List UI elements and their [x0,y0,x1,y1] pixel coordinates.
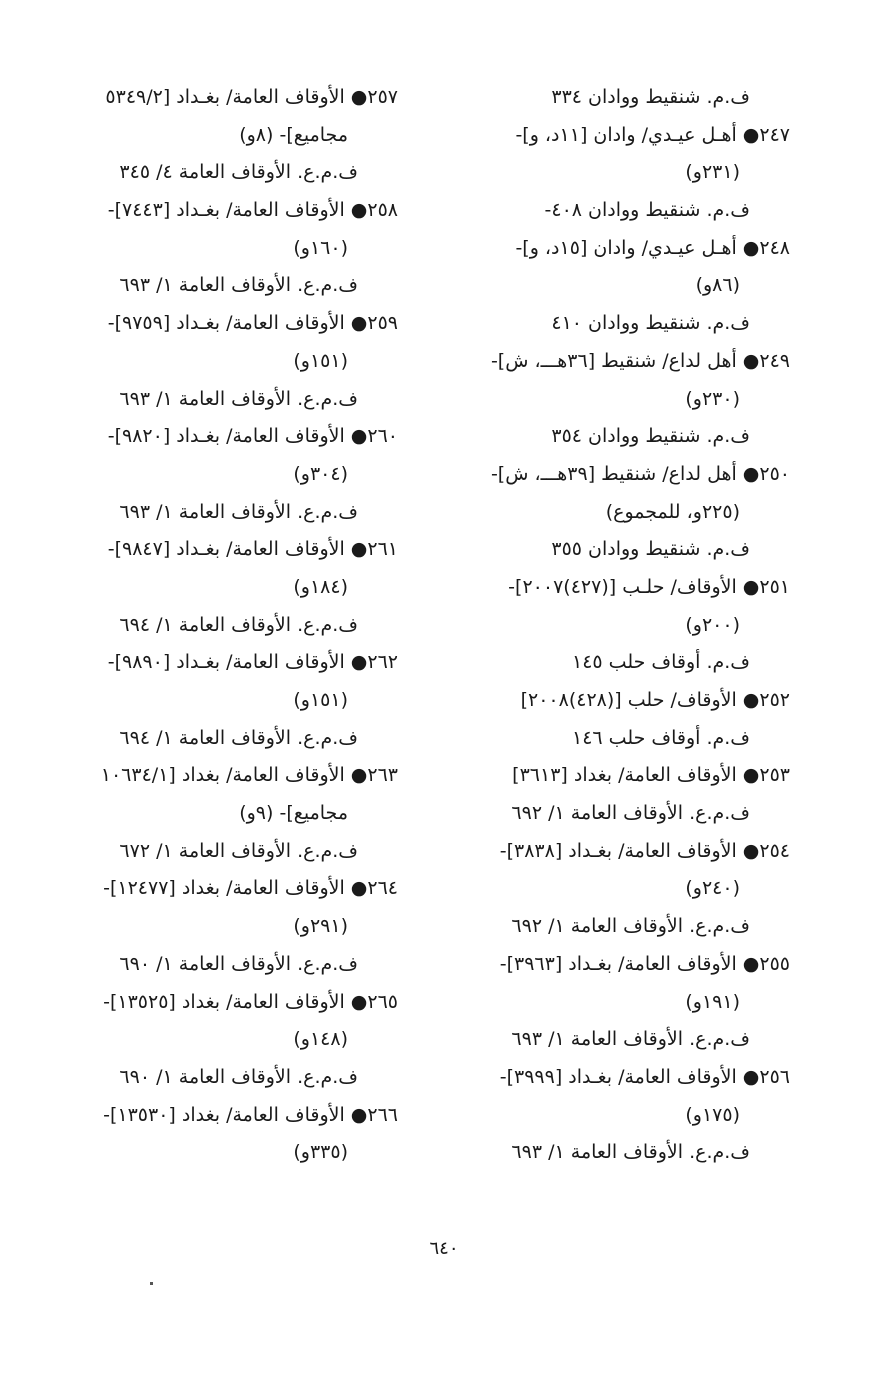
source-reference: ف.م.ع. الأوقاف العامة ١/ ٦٩٢ [511,802,750,825]
entry-heading: ٢٥٢● الأوقاف/ حلب [(٤٢٨)٢٠٠٨] [520,689,790,711]
entry-heading: ٢٥٥● الأوقاف العامة/ بغـداد [٣٩٦٣]- [499,952,790,975]
entry-heading: ٢٥٨● الأوقاف العامة/ بغـداد [٧٤٤٣]- [107,199,398,222]
source-reference: ف.م.ع. الأوقاف العامة ١/ ٦٩٢ [511,915,750,938]
entry-continuation: مجاميع]- (٩و) [239,802,348,825]
entry-heading: ٢٦٦● الأوقاف العامة/ بغداد [١٣٥٣٠]- [103,1103,398,1126]
source-reference: ف.م.ع. الأوقاف العامة ١/ ٦٩٤ [119,726,358,749]
source-reference: ف.م. أوقاف حلب ١٤٥ [572,651,750,674]
source-reference: ف.م. أوقاف حلب ١٤٦ [572,726,750,749]
entry-continuation: (١٧٥و) [685,1103,740,1126]
entry-heading: ٢٤٩● أهل لداع/ شنقيط [٣٦هـــ، ش]- [490,349,790,372]
entry-continuation: (١٦٠و) [293,236,348,259]
entry-continuation: (٣٠٤و) [293,462,348,485]
entry-continuation: (٢٢٥و، للمجموع) [605,500,740,523]
entry-continuation: (١٤٨و) [293,1028,348,1051]
entry-continuation: (٨٦و) [695,274,740,297]
entry-continuation: (٣٣٥و) [293,1141,348,1164]
source-reference: ف.م. شنقيط ووادان ٤٠٨- [544,199,750,222]
entry-heading: ٢٥٣● الأوقاف العامة/ بغداد [٣٦١٣] [512,764,790,787]
source-reference: ف.م.ع. الأوقاف العامة ١/ ٦٩٣ [511,1141,750,1164]
entry-heading: ٢٥٦● الأوقاف العامة/ بغـداد [٣٩٩٩]- [499,1065,790,1088]
entry-heading: ٢٥٧● الأوقاف العامة/ بغـداد [٥٣٤٩/٢ [105,86,398,108]
entry-heading: ٢٦٢● الأوقاف العامة/ بغـداد [٩٨٩٠]- [107,651,398,674]
entry-heading: ٢٥٠● أهل لداع/ شنقيط [٣٩هـــ، ش]- [490,462,790,485]
page-number: ٦٤٠ [429,1238,459,1259]
entry-heading: ٢٦٣● الأوقاف العامة/ بغداد [١٠٦٣٤/١ [100,764,398,787]
entry-heading: ٢٦٤● الأوقاف العامة/ بغداد [١٢٤٧٧]- [103,877,398,900]
entry-continuation: (١٩١و) [685,990,740,1013]
source-reference: ف.م.ع. الأوقاف العامة ١/ ٦٩٣ [511,1028,750,1051]
source-reference: ف.م. شنقيط ووادان ٣٥٤ [551,425,750,448]
entry-continuation: (٢٩١و) [293,915,348,938]
entry-heading: ٢٦٥● الأوقاف العامة/ بغداد [١٣٥٢٥]- [103,990,398,1013]
source-reference: ف.م.ع. الأوقاف العامة ٤/ ٣٤٥ [119,161,358,184]
entry-heading: ٢٤٨● أهـل عيـدي/ وادان [١٥د، و]- [515,236,790,259]
entry-heading: ٢٥٤● الأوقاف العامة/ بغـداد [٣٨٣٨]- [499,839,790,862]
entry-continuation: (٢٠٠و) [685,613,740,636]
source-reference: ف.م. شنقيط ووادان ٣٣٤ [551,86,750,108]
source-reference: ف.م.ع. الأوقاف العامة ١/ ٦٩٣ [119,387,358,410]
entry-continuation: (٢٤٠و) [685,877,740,900]
source-reference: ف.م. شنقيط ووادان ٤١٠ [551,312,750,335]
source-reference: ف.م.ع. الأوقاف العامة ١/ ٦٩٤ [119,613,358,636]
entry-continuation: (١٥١و) [293,689,348,711]
entry-continuation: (١٥١و) [293,349,348,372]
entry-heading: ٢٦١● الأوقاف العامة/ بغـداد [٩٨٤٧]- [107,538,398,561]
source-reference: ف.م. شنقيط ووادان ٣٥٥ [551,538,750,561]
entry-heading: ٢٥١● الأوقاف/ حلـب [(٤٢٧)٢٠٠٧]- [508,575,790,598]
right-column [440,79,790,1172]
entry-heading: ٢٥٩● الأوقاف العامة/ بغـداد [٩٧٥٩]- [107,312,398,335]
entry-heading: ٢٤٧● أهـل عيـدي/ وادان [١١د، و]- [515,123,790,146]
source-reference: ف.م.ع. الأوقاف العامة ١/ ٦٩٣ [119,274,358,297]
source-reference: ف.م.ع. الأوقاف العامة ١/ ٦٧٢ [119,839,358,862]
entry-continuation: مجاميع]- (٨و) [239,123,348,146]
source-reference: ف.م.ع. الأوقاف العامة ١/ ٦٩٣ [119,500,358,523]
source-reference: ف.م.ع. الأوقاف العامة ١/ ٦٩٠ [119,952,358,975]
scan-speck [150,1282,153,1285]
entry-continuation: (١٨٤و) [293,575,348,598]
source-reference: ف.م.ع. الأوقاف العامة ١/ ٦٩٠ [119,1065,358,1088]
entry-continuation: (٢٣٠و) [685,387,740,410]
entry-continuation: (٢٣١و) [685,161,740,184]
left-column [48,79,398,1172]
entry-heading: ٢٦٠● الأوقاف العامة/ بغـداد [٩٨٢٠]- [107,425,398,448]
